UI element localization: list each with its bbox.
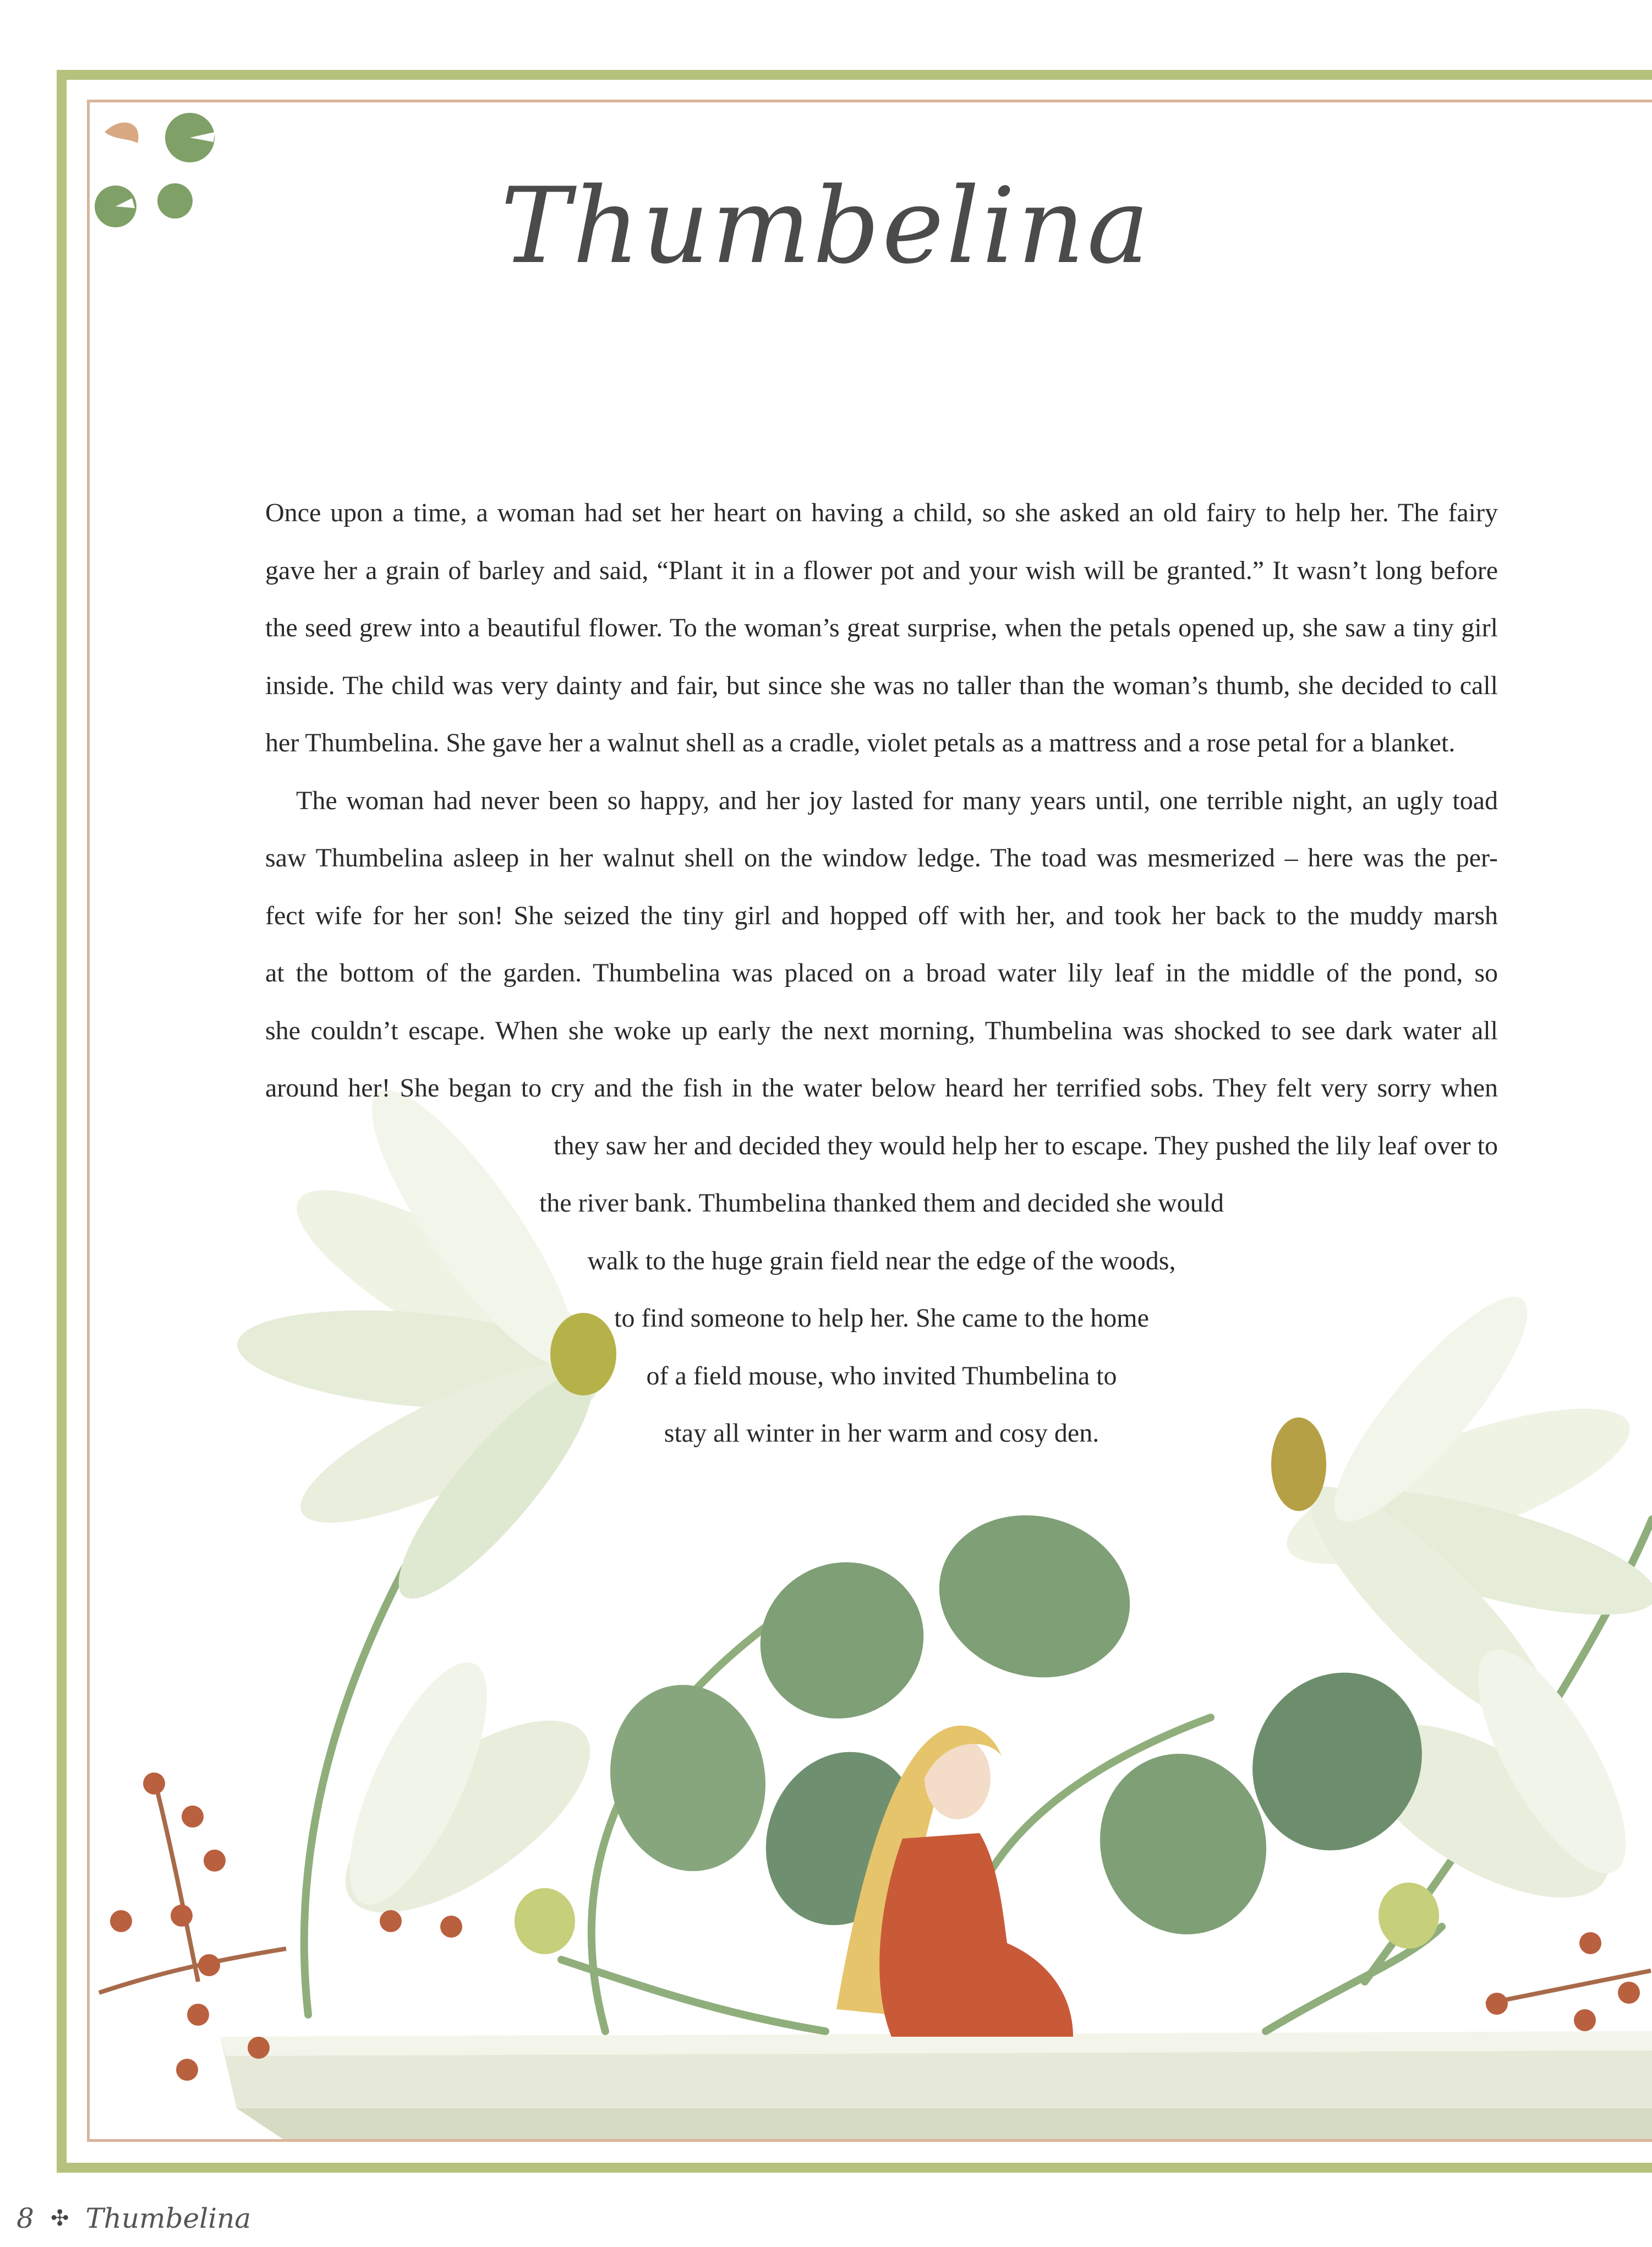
page-number: 8 — [17, 2202, 34, 2234]
text-line: The woman had never been so happy, and her joy lasted for many years until, one terrible night, an ugly toad — [296, 786, 1498, 815]
text-line: gave her a grain of barley and said, “Plant it in a flower pot and your wish will be granted.” It wasn’t long before — [265, 555, 1498, 585]
text-line: she couldn’t escape. When she woke up early the next morning, Thumbelina was shocked to see dark water all — [265, 1016, 1498, 1045]
text-line: stay all winter in her warm and cosy den. — [664, 1419, 1099, 1448]
text-line: the seed grew into a beautiful flower. To the woman’s great surprise, when the petals opened up, she saw a tiny girl — [265, 613, 1498, 642]
text-line: to find someone to help her. She came to the home — [614, 1304, 1149, 1333]
page-footer — [17, 2196, 251, 2240]
story-text — [265, 484, 1498, 1463]
text-line: at the bottom of the garden. Thumbelina was placed on a broad water lily leaf in the middle of the pond, so — [265, 958, 1498, 988]
text-line: inside. The child was very dainty and fair, but since she was no taller than the woman’s thumb, she decided to call — [265, 670, 1498, 700]
text-line: Once upon a time, a woman had set her heart on having a child, so she asked an old fairy to help her. The fairy — [265, 498, 1498, 527]
text-line: around her! She began to cry and the fish in the water below heard her terrified sobs. They felt very sorry when — [265, 1073, 1498, 1103]
text-line: of a field mouse, who invited Thumbelina to — [646, 1361, 1117, 1390]
text-line: the river bank. Thumbelina thanked them and decided she would — [539, 1188, 1224, 1218]
text-line: saw Thumbelina asleep in her walnut shell on the window ledge. The toad was mesmerized – here was the per- — [265, 843, 1498, 872]
text-line: her Thumbelina. She gave her a walnut shell as a cradle, violet petals as a mattress and a rose petal for a blanket. — [265, 728, 1456, 757]
page-title: Thumbelina — [500, 165, 1152, 287]
text-line: walk to the huge grain field near the edge of the woods, — [587, 1246, 1176, 1275]
text-line: they saw her and decided they would help her to escape. They pushed the lily leaf over to — [554, 1131, 1498, 1160]
ornament-icon: ✣ — [50, 2206, 69, 2231]
text-line: fect wife for her son! She seized the tiny girl and hopped off with her, and took her back to the muddy marsh — [265, 901, 1498, 930]
running-title: Thumbelina — [85, 2202, 251, 2234]
